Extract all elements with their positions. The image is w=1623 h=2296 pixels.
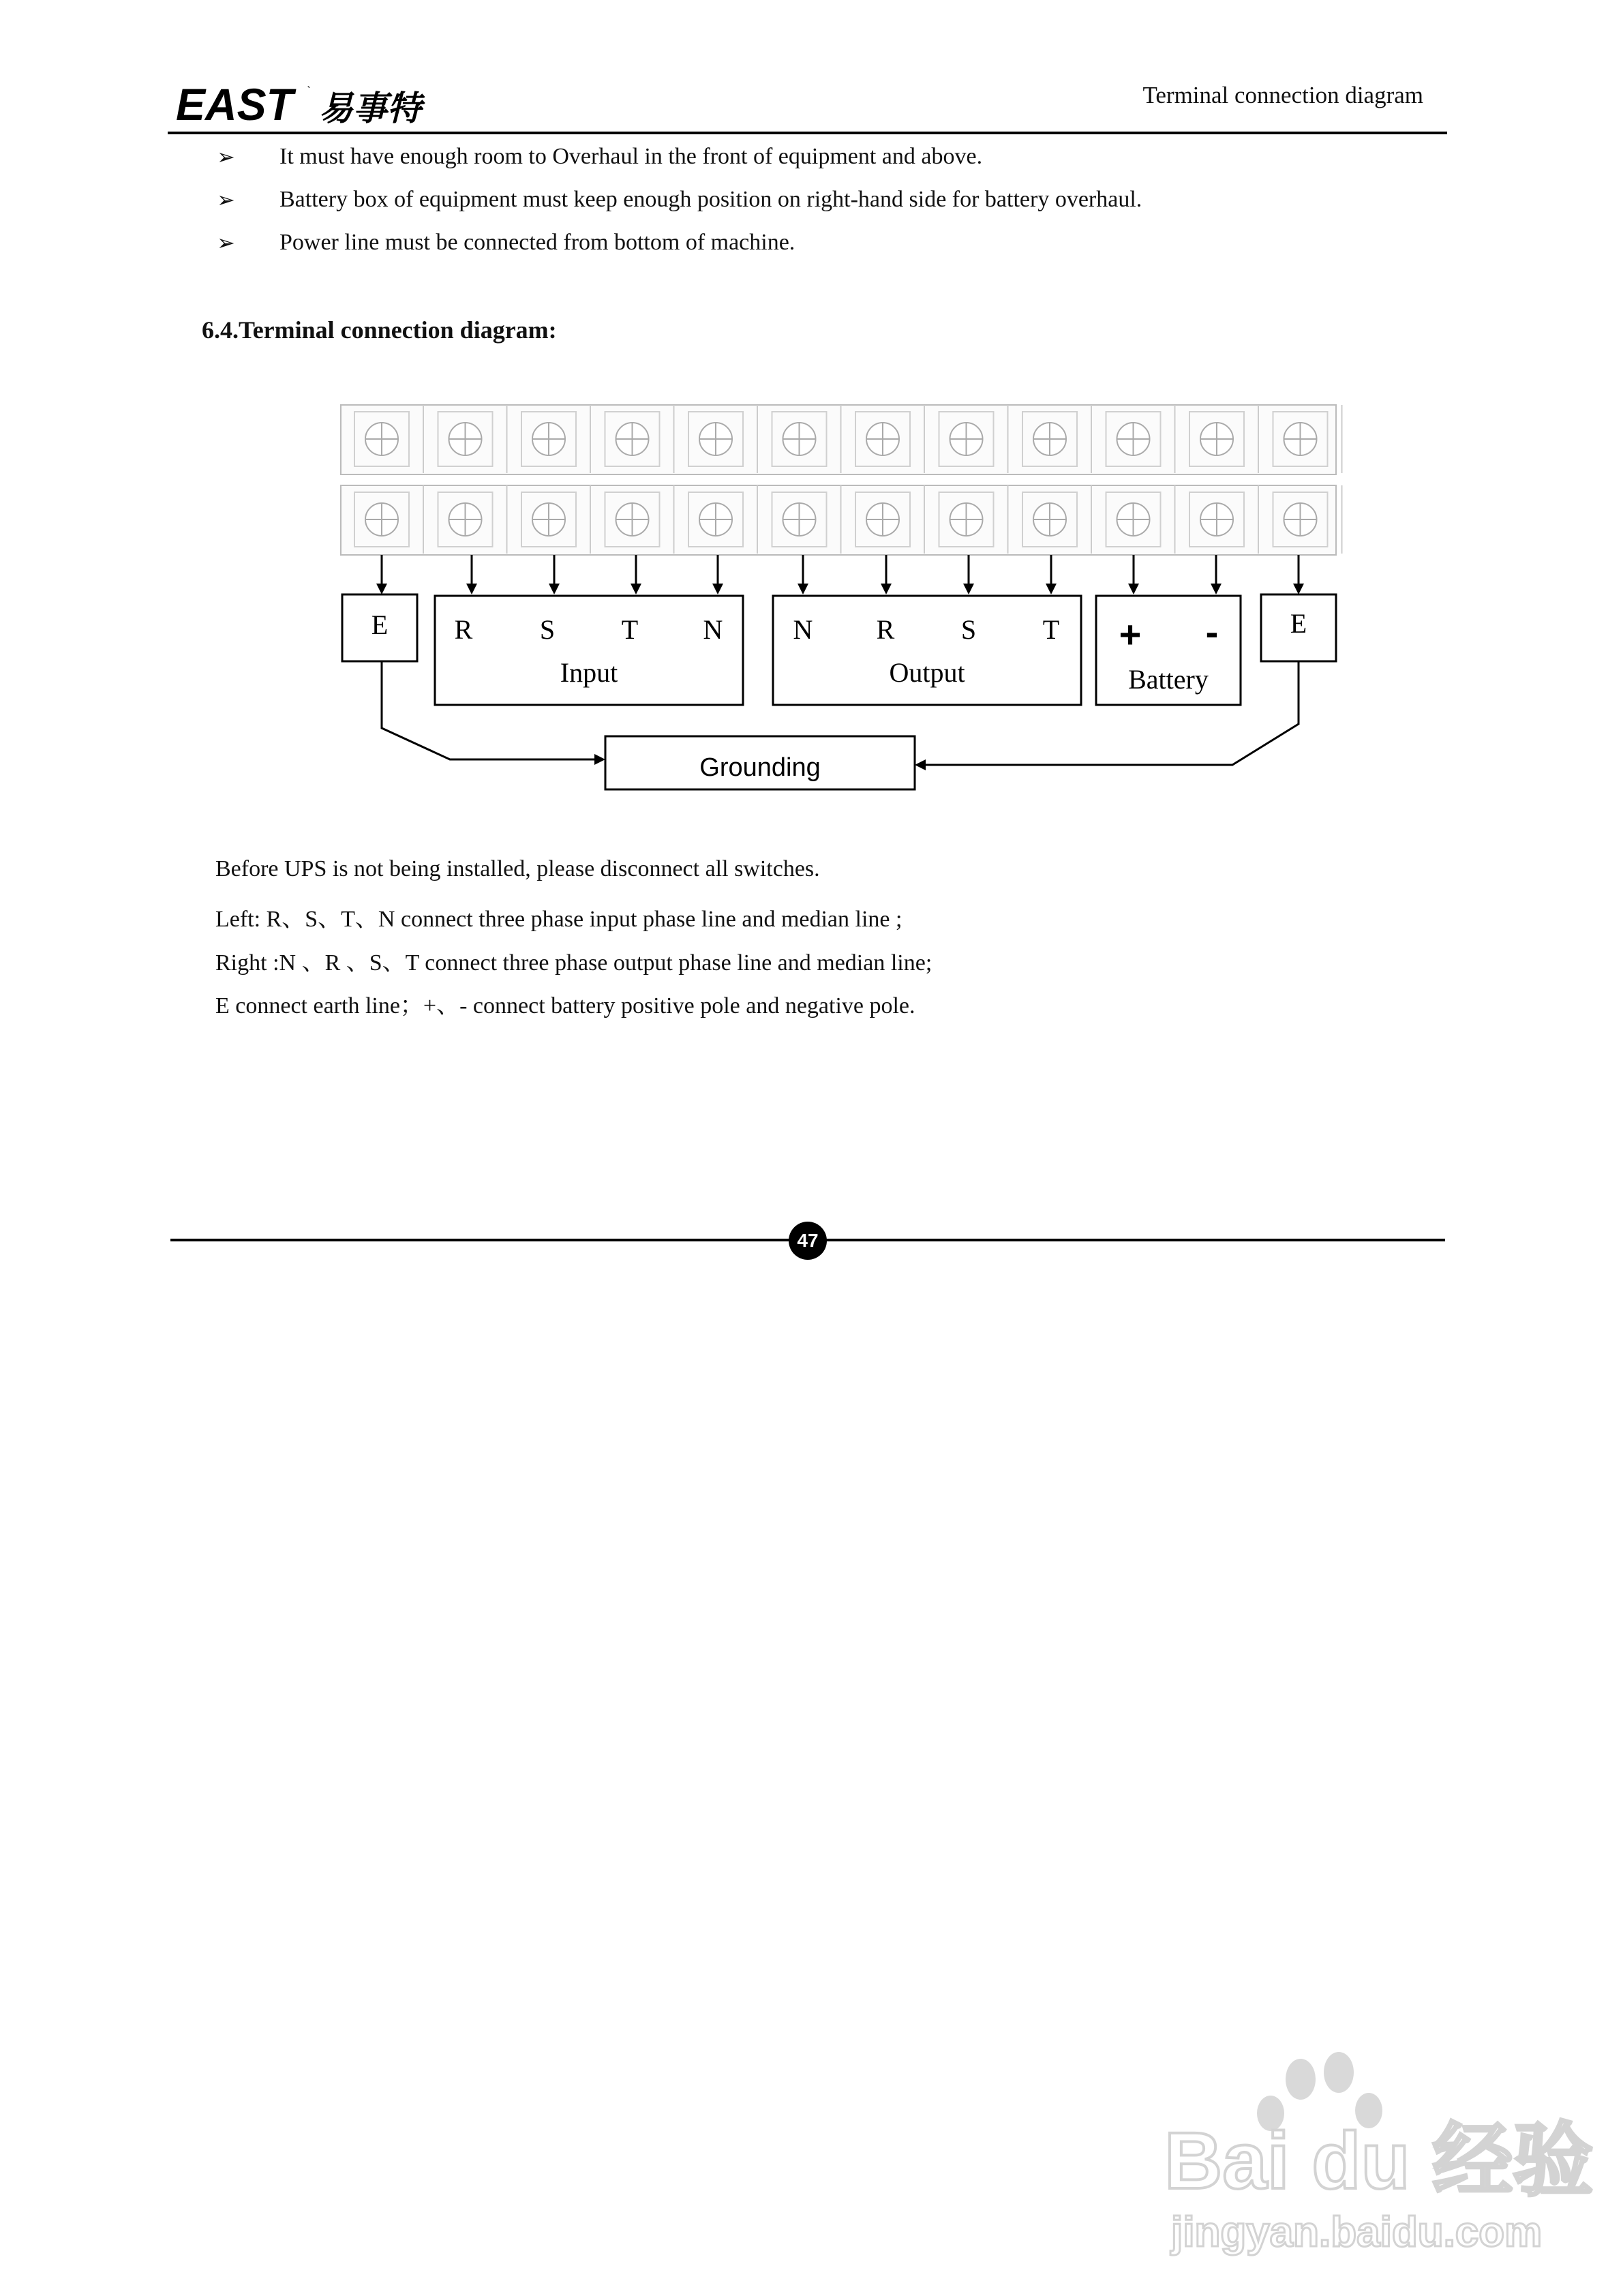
running-title: Terminal connection diagram (1142, 82, 1423, 108)
east-logo (176, 80, 428, 130)
input-label: Input (560, 657, 618, 688)
left-earth-arrowhead (594, 754, 605, 765)
input-terminal-r: R (454, 614, 473, 645)
arrowhead-icon (1293, 584, 1304, 594)
battery-positive: + (1119, 613, 1142, 656)
arrowhead-icon (549, 584, 560, 594)
baidu-watermark (1164, 2052, 1594, 2256)
footer-rule-left (170, 1239, 791, 1241)
output-label: Output (889, 657, 965, 688)
input-terminal-box (435, 596, 743, 705)
note-line: Right :N 、R 、S、T connect three phase output phase line and median line; (215, 950, 932, 976)
output-terminal-t: T (1042, 614, 1060, 645)
east-logo-chinese: 易事特 (319, 89, 421, 128)
arrowhead-icon (881, 584, 892, 594)
arrowhead-icon (963, 584, 974, 594)
footer-rule-right (825, 1239, 1445, 1241)
terminal-connection-diagram (327, 397, 1350, 806)
right-earth-arrowhead (915, 759, 926, 770)
east-logo-latin: EAST (176, 79, 297, 130)
page-number: 47 (789, 1222, 827, 1260)
output-terminal-box (773, 596, 1081, 705)
arrowhead-icon (376, 584, 387, 594)
battery-label: Battery (1128, 664, 1209, 695)
earth-right-box (1261, 594, 1336, 661)
arrowhead-icon (631, 584, 641, 594)
input-terminal-t: T (621, 614, 639, 645)
arrow-bullet-icon: ➢ (217, 230, 235, 255)
arrow-bullet-icon: ➢ (217, 145, 235, 169)
arrowhead-icon (712, 584, 723, 594)
watermark-url: jingyan.baidu.com (1171, 2209, 1543, 2256)
note-line: E connect earth line；+、- connect battery positive pole and negative pole. (215, 993, 915, 1018)
output-terminal-s: S (960, 614, 977, 645)
arrow-bullet-icon: ➢ (217, 187, 235, 212)
connection-arrows (376, 555, 1304, 594)
arrowhead-icon (1128, 584, 1139, 594)
earth-left-label: E (371, 609, 389, 640)
grounding-label: Grounding (699, 753, 821, 782)
logo-tick: ˋ (307, 85, 311, 98)
watermark-text: Bai du 经验 (1164, 2116, 1594, 2206)
input-terminal-n: N (703, 614, 723, 645)
earth-right-label: E (1290, 608, 1307, 639)
output-terminal-r: R (876, 614, 895, 645)
battery-terminal-box (1096, 596, 1241, 705)
arrowhead-icon (1046, 584, 1057, 594)
arrowhead-icon (798, 584, 808, 594)
arrowhead-icon (1211, 584, 1222, 594)
input-terminal-s: S (539, 614, 556, 645)
header-rule (168, 132, 1447, 134)
arrowhead-icon (466, 584, 477, 594)
battery-negative: - (1205, 610, 1219, 653)
note-line: Before UPS is not being installed, please disconnect all switches. (215, 856, 820, 881)
section-heading: 6.4.Terminal connection diagram: (202, 316, 557, 344)
grounding-box (605, 736, 915, 789)
output-terminal-n: N (793, 614, 813, 645)
earth-left-box (342, 594, 417, 661)
note-line: Left: R、S、T、N connect three phase input phase line and median line ; (215, 907, 902, 932)
terminal-block (341, 405, 1342, 555)
